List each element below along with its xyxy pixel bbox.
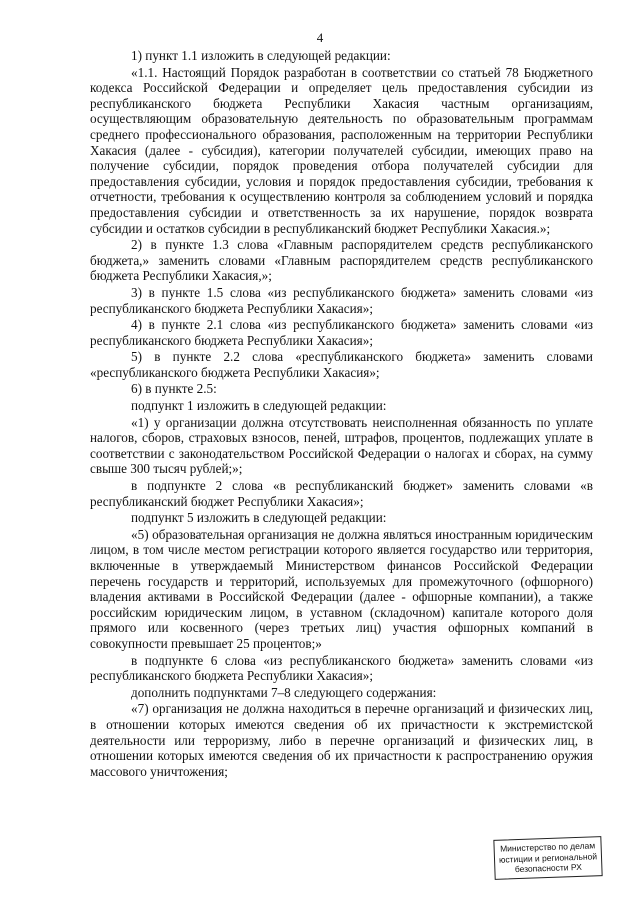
paragraph: «7) организация не должна находиться в перечне организаций и физических лиц, в отношении которых имеются сведения об их причастности к экстремистской деятельности или терроризму, либо в перечне организаций и физических лиц, в отношении которых имеются сведения об их причастности к распространению оружия массового уничтожения; (90, 701, 593, 779)
paragraph: 6) в пункте 2.5: (131, 381, 217, 397)
paragraph: подпункт 1 изложить в следующей редакции: (131, 398, 387, 414)
paragraph: «1.1. Настоящий Порядок разработан в соответствии со статьей 78 Бюджетного кодекса Российской Федерации и определяет цель предоставления субсидии из республиканского бюджета Республики Хакасия частным организациям, осуществляющим образовательную деятельность по образовательным программам среднего профессионального образования, расположенным на территории Республики Хакасия (далее - субсидия), категории получателей субсидии, имеющих право на получение субсидии, порядок проведения отбора получателей субсидии для предоставления субсидии, условия и порядок предоставления субсидии, требования к отчетности, требования к осуществлению контроля за соблюдением условий и порядка предоставления субсидии и ответственность за их нарушение, порядок возврата субсидии и остатков субсидии в республиканский бюджет Республики Хакасия.»; (90, 64, 593, 236)
ministry-stamp (493, 836, 602, 879)
paragraph: 5) в пункте 2.2 слова «республиканского бюджета» заменить словами «республиканского бюджета Республики Хакасия»; (90, 349, 593, 380)
paragraph: подпункт 5 изложить в следующей редакции: (131, 510, 387, 526)
paragraph: «1) у организации должна отсутствовать неисполненная обязанность по уплате налогов, сборов, страховых взносов, пеней, штрафов, процентов, подлежащих уплате в соответствии с законодательством Российской Федерации о налогах и сборах, на сумму свыше 300 тысяч рублей;»; (90, 414, 593, 477)
paragraph: в подпункте 2 слова «в республиканский бюджет» заменить словами «в республиканский бюджет Республики Хакасия»; (90, 478, 593, 509)
paragraph: дополнить подпунктами 7–8 следующего содержания: (131, 684, 437, 700)
stamp-line-1: Министерство по делам (499, 840, 596, 854)
stamp-line-3: безопасности РХ (514, 861, 583, 875)
paragraph: 2) в пункте 1.3 слова «Главным распорядителем средств республиканского бюджета,» заменить словами «Главным распорядителем средств республиканского бюджета Республики Хакасия,»; (90, 237, 593, 284)
paragraph: 3) в пункте 1.5 слова «из республиканского бюджета» заменить словами «из республиканского бюджета Республики Хакасия»; (90, 284, 593, 316)
paragraph: 1) пункт 1.1 изложить в следующей редакции: (131, 48, 391, 63)
stamp-line-2: юстиции и региональной (498, 850, 598, 865)
paragraph: в подпункте 6 слова «из республиканского бюджета» заменить словами «из республиканского бюджета Республики Хакасия»; (90, 652, 593, 684)
paragraph: 4) в пункте 2.1 слова «из республиканского бюджета» заменить словами «из республиканского бюджета Республики Хакасия»; (90, 317, 593, 348)
page-number: 4 (316, 30, 324, 45)
document-body (90, 48, 593, 780)
paragraph: «5) образовательная организация не должна являться иностранным юридическим лицом, в том числе местом регистрации которого является государство или территория, включенные в утверждаемый Министерством финансов Российской Федерации перечень государств и территорий, используемых для промежуточного (офшорного) владения активами в Российской Федерации (далее - офшорные компании), а также российским юридическим лицом, в уставном (складочном) капитале которого доля прямого или косвенного (через третьих лиц) участия офшорных компаний в совокупности превышает 25 процентов;» (90, 526, 593, 651)
